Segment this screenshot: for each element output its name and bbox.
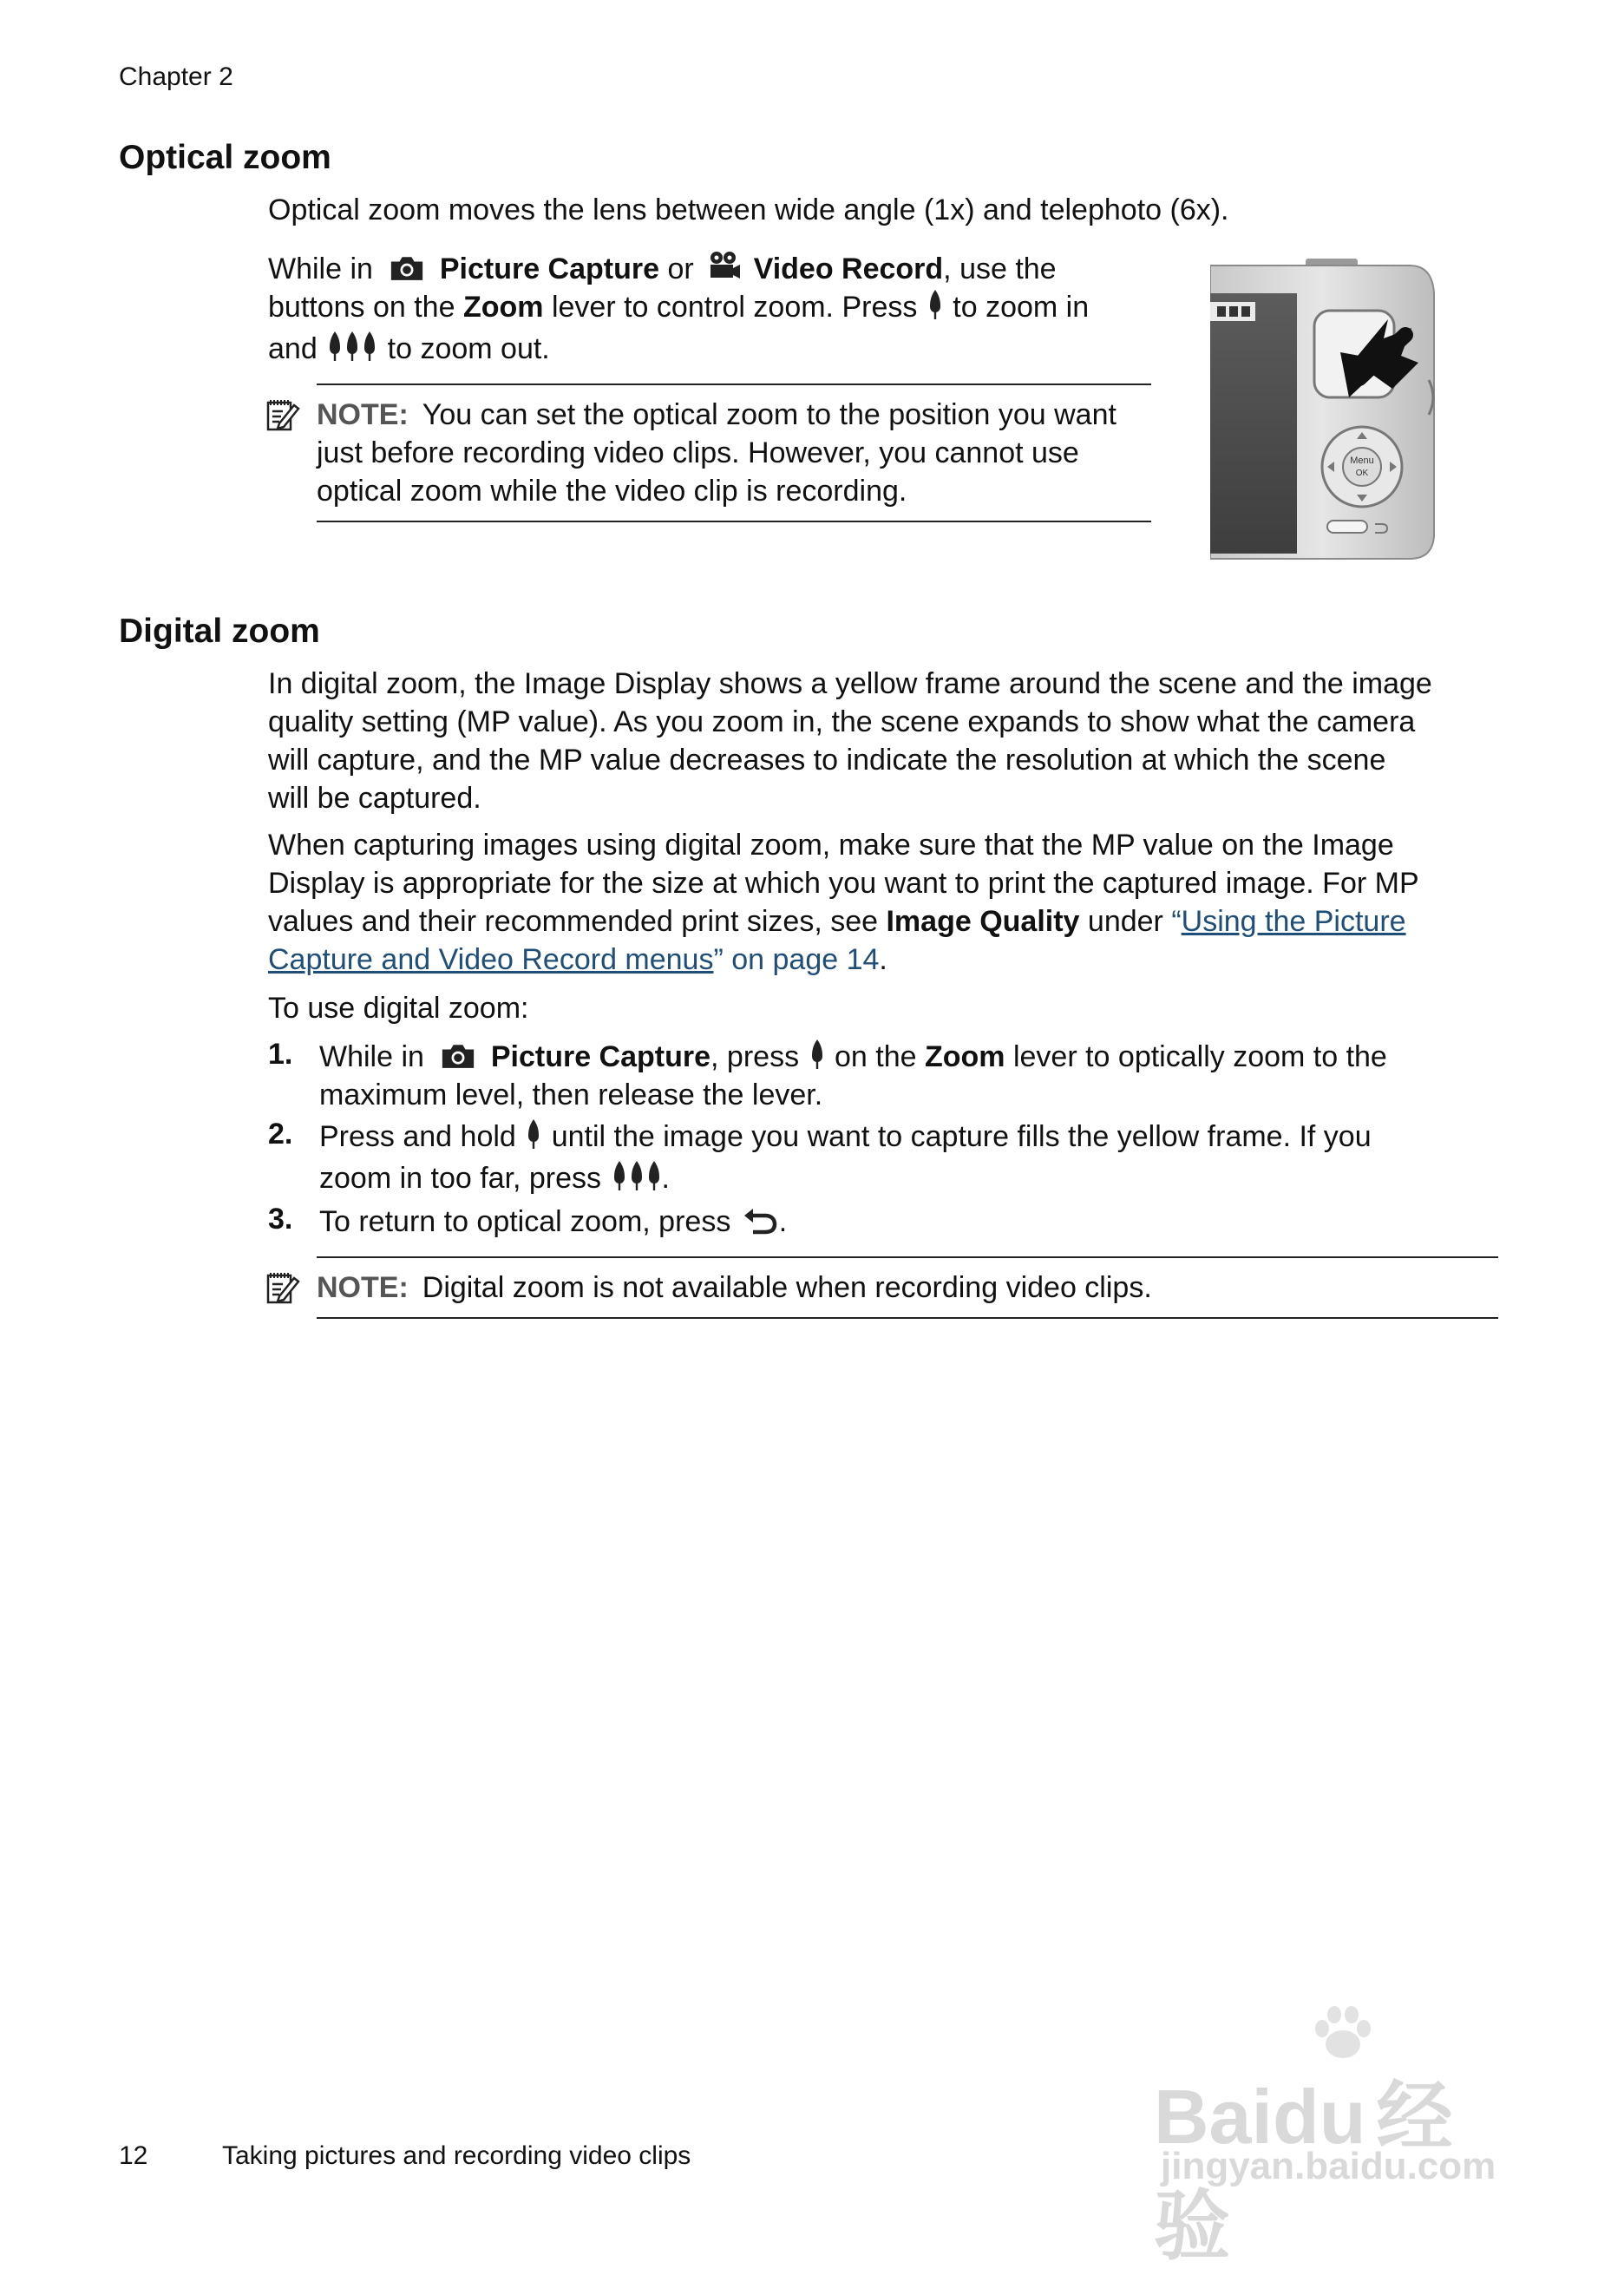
picture-capture-label: Picture Capture xyxy=(490,1040,711,1073)
step-1-text-a: While in xyxy=(319,1040,424,1073)
footer-title: Taking pictures and recording video clips xyxy=(222,2141,691,2170)
optical-note xyxy=(317,396,1167,510)
text-to-zoom-in: to zoom in xyxy=(953,291,1090,324)
digital-p2-line-1: When capturing images using digital zoom, make sure that the MP value on the Image xyxy=(268,829,1394,862)
camera-back-illustration xyxy=(1210,259,1437,562)
note-bottom-rule xyxy=(317,521,1151,522)
step-2-number: 2. xyxy=(268,1118,293,1151)
step-2-text-d: . xyxy=(661,1162,670,1195)
optical-note-line-1 xyxy=(317,396,1167,434)
note-icon xyxy=(265,1270,300,1305)
link-text-1[interactable]: Using the Picture xyxy=(1181,905,1406,938)
note-label: NOTE: xyxy=(317,1271,409,1304)
step-1 xyxy=(319,1038,1499,1114)
digital-note-text: Digital zoom is not available when recording video clips. xyxy=(422,1271,1152,1304)
menus-link-part-2[interactable] xyxy=(268,943,879,976)
step-3-text-a: To return to optical zoom, press xyxy=(319,1205,731,1238)
digital-p2-line-4 xyxy=(268,941,1500,979)
optical-note-text-1: You can set the optical zoom to the position you want xyxy=(422,398,1116,431)
link-text-2[interactable]: Capture and Video Record menus xyxy=(268,943,714,976)
step-1-number: 1. xyxy=(268,1038,293,1071)
digital-p1-line-2: quality setting (MP value). As you zoom in, the scene expands to show what the camera xyxy=(268,705,1416,738)
digital-paragraph-2 xyxy=(268,826,1500,979)
watermark-url: jingyan.baidu.com xyxy=(1161,2145,1496,2187)
baidu-watermark xyxy=(1154,2004,1518,2269)
step-1-text-b: , press xyxy=(710,1040,800,1073)
camera-menu-label: Menu xyxy=(1350,456,1374,466)
digital-p2-text: values and their recommended print sizes, see xyxy=(268,905,879,938)
text-under: under xyxy=(1087,905,1163,938)
step-1-line-1 xyxy=(319,1038,1499,1076)
link-open-quote: “ xyxy=(1171,905,1182,938)
step-3 xyxy=(319,1203,1499,1241)
step-3-number: 3. xyxy=(268,1203,293,1236)
note-icon xyxy=(265,397,300,432)
step-1-line-2: maximum level, then release the lever. xyxy=(319,1078,823,1111)
digital-p2-line-3 xyxy=(268,902,1500,941)
step-2-line-2 xyxy=(319,1159,1499,1197)
camera-icon xyxy=(388,254,426,282)
text-use-the: , use the xyxy=(943,252,1057,285)
note-top-rule xyxy=(317,1256,1498,1258)
digital-p2-line-2: Display is appropriate for the size at which you want to print the captured image. For MP xyxy=(268,867,1419,900)
video-icon xyxy=(707,251,742,282)
picture-capture-label: Picture Capture xyxy=(439,252,660,285)
note-top-rule xyxy=(317,384,1151,385)
back-arrow-icon xyxy=(743,1205,777,1235)
zoom-in-tree-icon xyxy=(811,1039,823,1070)
digital-zoom-heading: Digital zoom xyxy=(119,613,320,650)
optical-line-2 xyxy=(268,288,1170,326)
watermark-brand-a: Bai xyxy=(1154,2074,1273,2160)
optical-line-3 xyxy=(268,330,1170,368)
step-1-text-c: on the xyxy=(834,1040,917,1073)
zoom-label: Zoom xyxy=(462,291,544,324)
chapter-header: Chapter 2 xyxy=(119,62,233,91)
image-quality-label: Image Quality xyxy=(886,905,1080,938)
note-label: NOTE: xyxy=(317,398,409,431)
text-buttons-on-the: buttons on the xyxy=(268,291,455,324)
digital-p1-line-3: will capture, and the MP value decreases to indicate the resolution at which the scene xyxy=(268,744,1386,777)
text-to-zoom-out: to zoom out. xyxy=(387,332,550,365)
optical-intro: Optical zoom moves the lens between wide angle (1x) and telephoto (6x). xyxy=(268,193,1229,226)
optical-line-1 xyxy=(268,250,1170,288)
page-number: 12 xyxy=(119,2141,148,2170)
zoom-label: Zoom xyxy=(924,1040,1005,1073)
step-2-text-a: Press and hold xyxy=(319,1120,516,1153)
step-2-text-c: zoom in too far, press xyxy=(319,1162,602,1195)
step-2-text-b: until the image you want to capture fills the yellow frame. If you xyxy=(551,1120,1372,1153)
zoom-out-trees-icon xyxy=(329,331,376,362)
menus-link-part-1[interactable] xyxy=(1171,905,1405,938)
zoom-in-tree-icon xyxy=(527,1118,540,1150)
camera-icon xyxy=(439,1042,477,1070)
text-period: . xyxy=(879,943,887,976)
video-record-label: Video Record xyxy=(753,252,944,285)
text-and: and xyxy=(268,332,318,365)
step-2 xyxy=(319,1118,1499,1197)
text-or: or xyxy=(667,252,694,285)
optical-note-line-3: optical zoom while the video clip is recording. xyxy=(317,475,907,508)
zoom-out-trees-icon xyxy=(613,1160,660,1191)
step-1-text-d: lever to optically zoom to the xyxy=(1012,1040,1387,1073)
note-bottom-rule xyxy=(317,1317,1498,1319)
watermark-brand-b: du xyxy=(1272,2074,1366,2160)
text-lever: lever to control zoom. Press xyxy=(551,291,918,324)
optical-zoom-heading: Optical zoom xyxy=(119,139,331,176)
digital-p1-line-1: In digital zoom, the Image Display shows a yellow frame around the scene and the image xyxy=(268,667,1432,700)
zoom-in-tree-icon xyxy=(929,289,941,320)
text-while-in: While in xyxy=(268,252,373,285)
step-2-line-1 xyxy=(319,1118,1499,1156)
digital-p1-line-4: will be captured. xyxy=(268,782,481,815)
camera-ok-label: OK xyxy=(1355,469,1369,478)
optical-note-line-2: just before recording video clips. However, you cannot use xyxy=(317,436,1079,469)
digital-paragraph-1 xyxy=(268,665,1500,817)
to-use-digital-zoom: To use digital zoom: xyxy=(268,992,529,1025)
watermark-brand-cn: 经验 xyxy=(1154,2074,1453,2269)
link-page-ref[interactable]: ” on page 14 xyxy=(713,943,880,976)
step-3-text-b: . xyxy=(778,1205,788,1238)
optical-paragraph xyxy=(268,250,1170,368)
digital-note xyxy=(317,1269,1152,1307)
